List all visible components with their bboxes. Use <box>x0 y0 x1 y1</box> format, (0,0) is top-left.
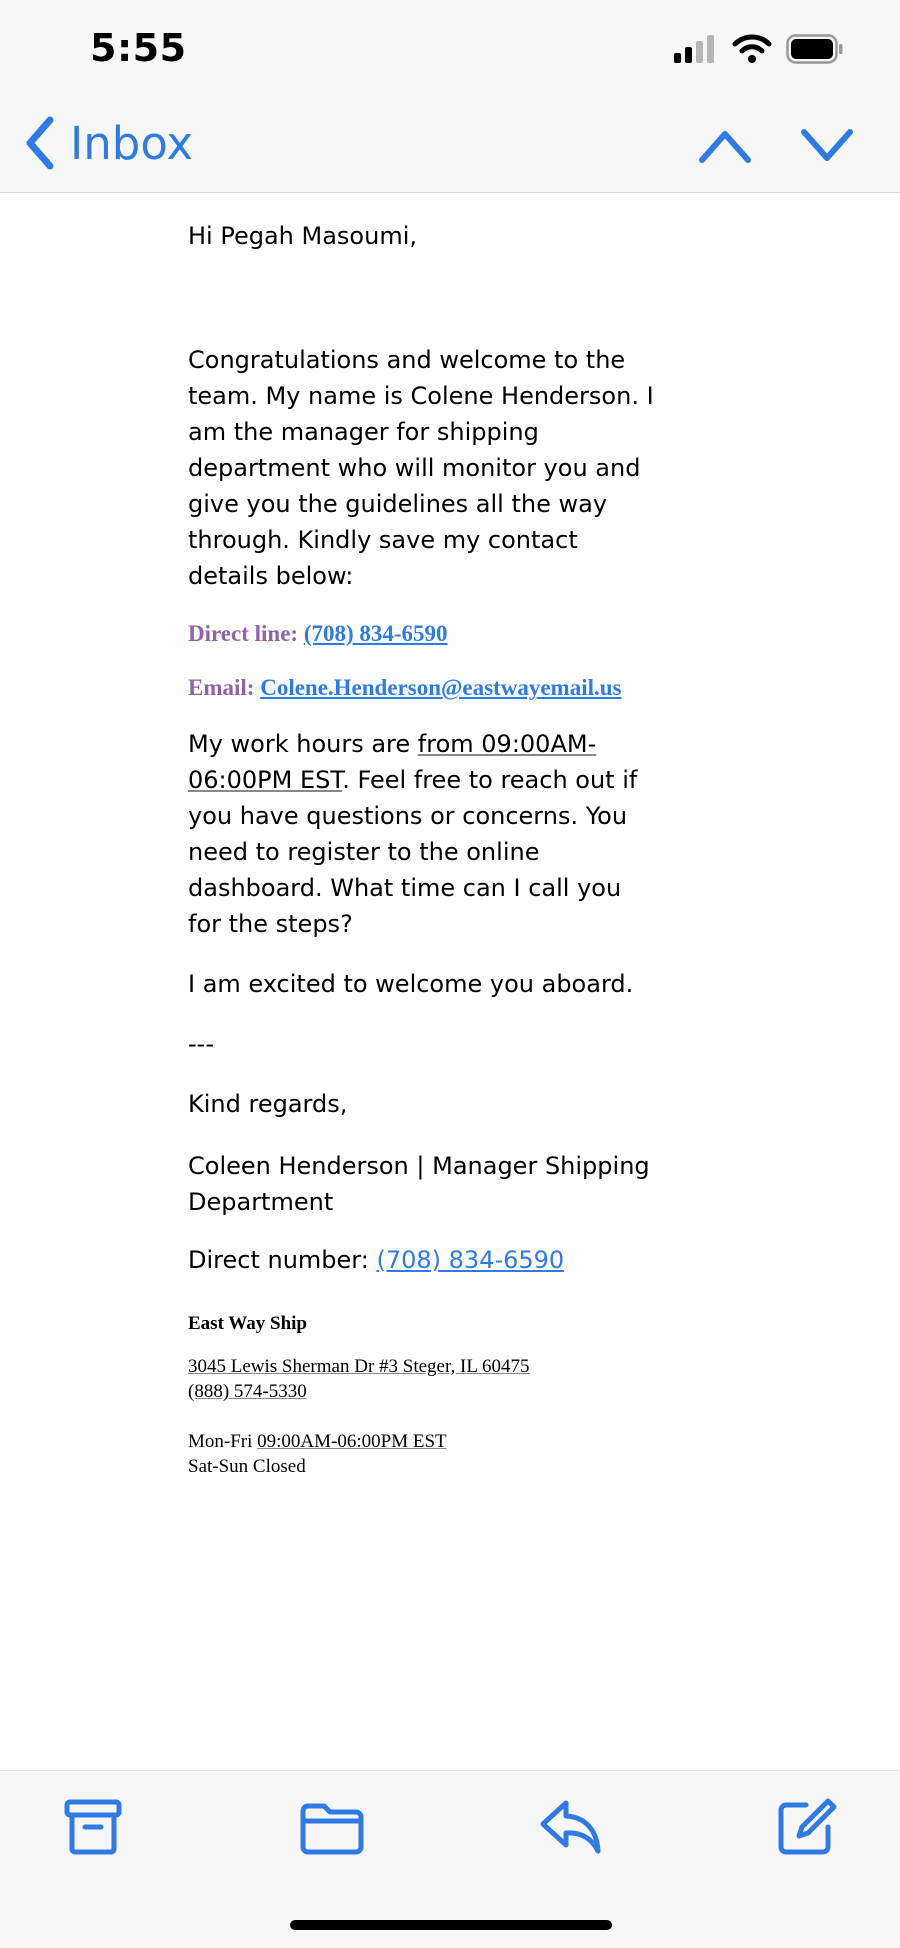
status-icons <box>674 34 844 64</box>
back-label: Inbox <box>70 116 194 170</box>
wifi-icon <box>732 34 772 64</box>
hours-post: . Feel free to reach out if you have questions or concerns. You need to register to the online dashboard. What time can I call you for the steps? <box>188 766 638 938</box>
greeting: Hi Pegah Masoumi, <box>188 222 417 250</box>
intro-paragraph: Congratulations and welcome to the team. My name is Colene Henderson. I am the manager for shipping department who will monitor you and give you the guidelines all the way through. Kindly save my contact details below: <box>188 346 654 590</box>
reply-icon[interactable] <box>538 1797 604 1857</box>
company-address[interactable]: 3045 Lewis Sherman Dr #3 Steger, IL 60475 <box>188 1356 530 1377</box>
closing: Kind regards, <box>188 1090 348 1118</box>
archive-icon[interactable] <box>62 1797 124 1857</box>
chevron-left-icon <box>24 116 56 170</box>
direct-line-link[interactable]: (708) 834-6590 <box>303 621 448 646</box>
separator: --- <box>188 1030 214 1058</box>
direct-number-label: Direct number: <box>188 1246 369 1274</box>
welcome-line: I am excited to welcome you aboard. <box>188 970 634 998</box>
hours-paragraph <box>188 726 658 942</box>
direct-number-link[interactable]: (708) 834-6590 <box>376 1246 565 1274</box>
hours-date-link[interactable]: from 09:00AM-06:00PM EST <box>188 730 597 794</box>
status-time: 5:55 <box>90 26 187 70</box>
weekday-hours: Mon-Fri 09:00AM-06:00PM EST <box>188 1431 447 1452</box>
direct-number-row <box>188 1242 564 1278</box>
email-row <box>188 670 621 706</box>
status-bar <box>0 0 900 100</box>
next-message-icon[interactable] <box>800 122 854 170</box>
email-link[interactable]: Colene.Henderson@eastwayemail.us <box>260 675 622 700</box>
nav-bar <box>0 100 900 193</box>
direct-line-row <box>188 616 448 652</box>
hours-pre: My work hours are <box>188 730 418 758</box>
direct-line-label: Direct line: <box>188 621 299 646</box>
battery-icon <box>786 34 844 64</box>
company-name: East Way Ship <box>188 1313 307 1334</box>
compose-icon[interactable] <box>776 1797 838 1857</box>
previous-message-icon[interactable] <box>698 122 752 170</box>
signature: Coleen Henderson | Manager Shipping Department <box>188 1152 650 1216</box>
home-indicator[interactable] <box>290 1920 612 1930</box>
folder-icon[interactable] <box>298 1797 366 1857</box>
weekday-hours-link[interactable]: 09:00AM-06:00PM EST <box>257 1431 447 1452</box>
company-phone[interactable]: (888) 574-5330 <box>188 1381 307 1402</box>
back-button[interactable] <box>24 116 193 170</box>
weekend-hours: Sat-Sun Closed <box>188 1456 306 1477</box>
cellular-signal-icon <box>674 35 718 63</box>
email-label: Email: <box>188 675 255 700</box>
